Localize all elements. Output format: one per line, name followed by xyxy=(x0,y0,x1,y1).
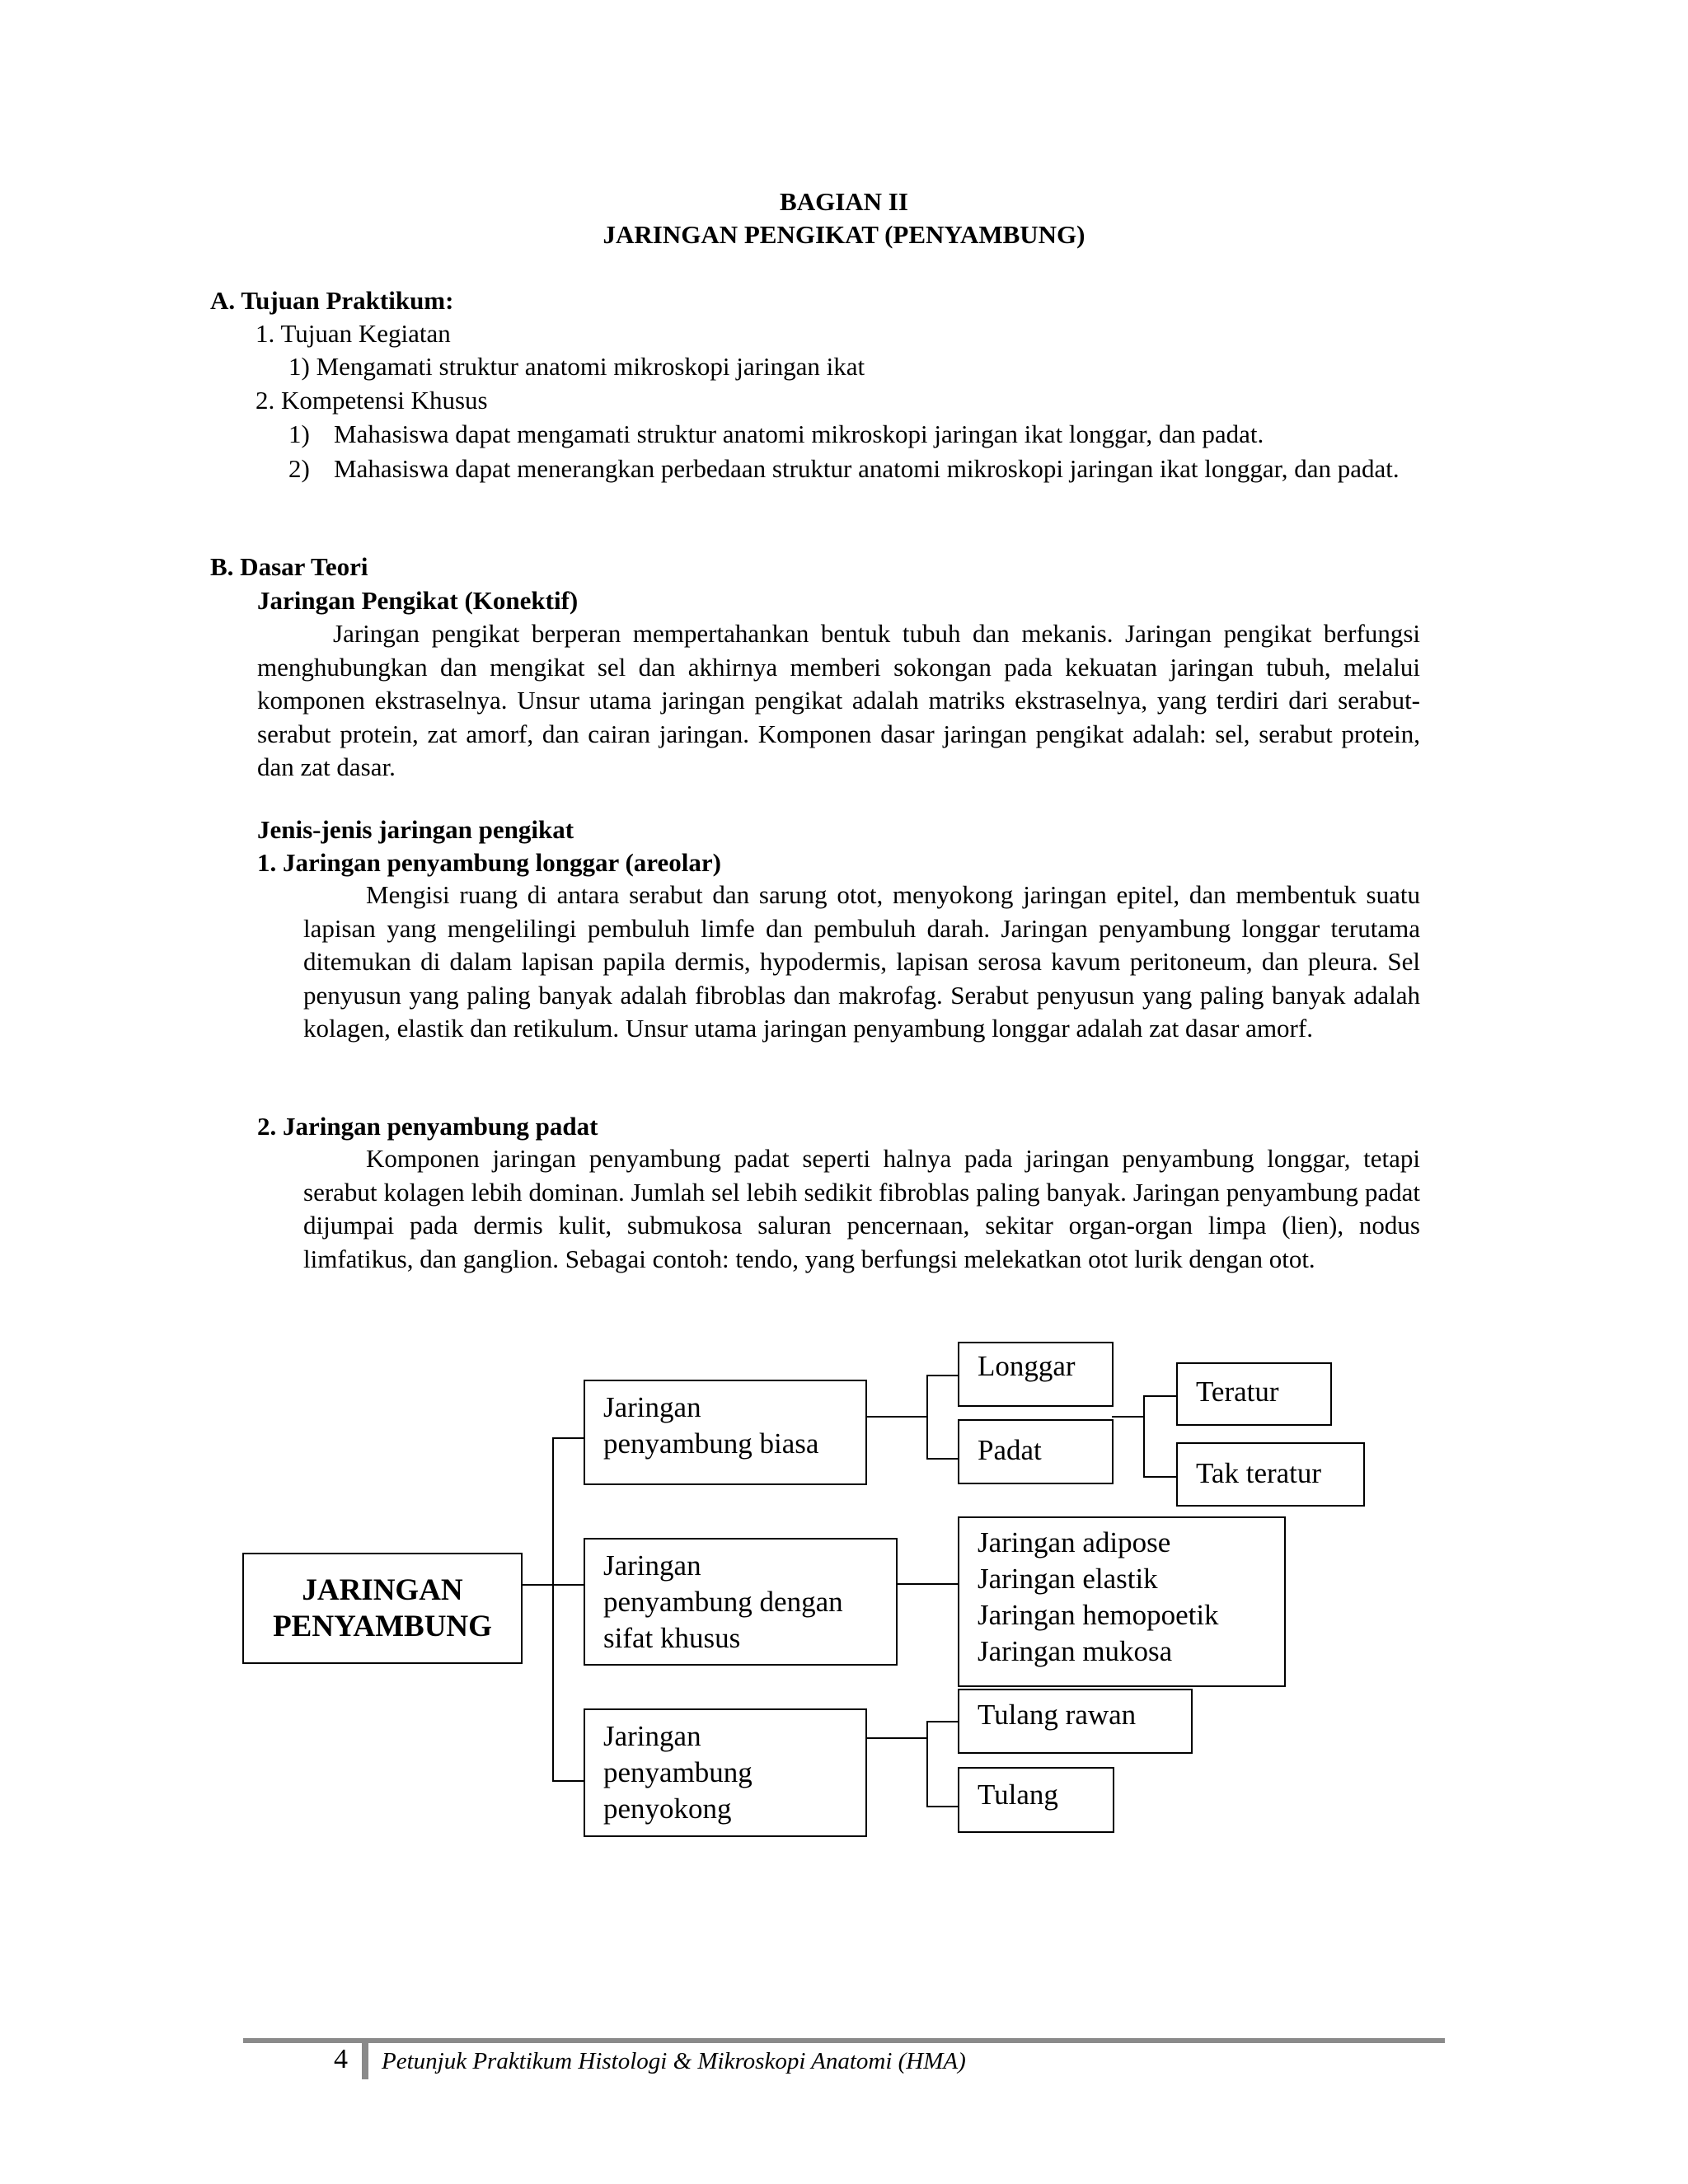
teratur-label: Teratur xyxy=(1196,1376,1279,1408)
longgar-paragraph: Mengisi ruang di antara serabut dan sarung otot, menyokong jaringan epitel, dan membentuk suatu lapisan yang mengelilingi pembuluh limfe dan pembuluh darah. Jaringan penyambung longgar terutama ditemukan di dalam lapisan papila dermis, hypodermis, lapisan serosa kavum peritoneum, dan pleura. Sel penyusun yang paling banyak adalah fibroblas dan makrofag. Serabut penyusun yang paling banyak adalah kolagen, elastik dan retikulum. Unsur utama jaringan penyambung longgar adalah zat dasar amorf. xyxy=(303,880,1420,1043)
tulang-rawan-label: Tulang rawan xyxy=(978,1699,1137,1731)
padat-label: Padat xyxy=(978,1434,1042,1466)
kompetensi-item-2-text: Mahasiswa dapat menerangkan perbedaan struktur anatomi mikroskopi jaringan ikat longgar, dan padat. xyxy=(334,454,1400,483)
biasa-box xyxy=(584,1380,867,1485)
khusus-list-box xyxy=(958,1516,1286,1687)
branch-teratur xyxy=(1143,1395,1176,1397)
konektif-paragraph: Jaringan pengikat berperan mempertahankan bentuk tubuh dan mekanis. Jaringan pengikat berfungsi menghubungkan dan mengikat sel dan akhirnya memberi sokongan pada kekuatan jaringan tubuh, melalui komponen ekstraselnya. Unsur utama jaringan pengikat adalah matriks ekstraselnya, yang terdiri dari serabut-serabut protein, zat amorf, dan cairan jaringan. Komponen dasar jaringan pengikat adalah: sel, serabut protein, dan zat dasar. xyxy=(257,619,1420,781)
kompetensi-item-1-text: Mahasiswa dapat mengamati struktur anatomi mikroskopi jaringan ikat longgar, dan padat. xyxy=(334,419,1264,448)
penyokong-connector xyxy=(865,1737,928,1739)
padat-box xyxy=(958,1419,1114,1484)
padat-paragraph: Komponen jaringan penyambung padat seperti halnya pada jaringan penyambung longgar, tetapi serabut kolagen lebih dominan. Jumlah sel lebih sedikit fibroblas paling banyak. Jaringan penyambung padat dijumpai pada dermis kulit, submukosa saluran pencernaan, sekitar organ-organ limpa (lien), nodus limfatikus, dan ganglion. Sebagai contoh: tendo, yang berfungsi melekatkan otot lurik dengan otot. xyxy=(303,1144,1420,1273)
tujuan-kegiatan-item-1: 1) Mengamati struktur anatomi mikroskopi jaringan ikat xyxy=(288,352,865,381)
kompetensi-item-1-number: 1) xyxy=(288,419,310,448)
jenis-heading: Jenis-jenis jaringan pengikat xyxy=(257,815,574,844)
tujuan-kegiatan-label: 1. Tujuan Kegiatan xyxy=(256,319,451,348)
khusus-line-3: sifat khusus xyxy=(603,1622,741,1654)
page-number: 4 xyxy=(334,2044,348,2074)
longgar-box xyxy=(958,1342,1114,1407)
branch-tak-teratur xyxy=(1143,1476,1176,1478)
kompetensi-item-2-number: 2) xyxy=(288,454,310,483)
longgar-label: Longgar xyxy=(978,1350,1076,1382)
footer-title: Petunjuk Praktikum Histologi & Mikroskopi Anatomi (HMA) xyxy=(382,2048,966,2074)
khusus-line-1: Jaringan xyxy=(603,1549,701,1582)
tulang-rawan-box xyxy=(958,1689,1193,1754)
khusus-box xyxy=(584,1538,898,1666)
khusus-connector xyxy=(896,1583,958,1585)
branch-khusus xyxy=(552,1584,584,1586)
khusus-list-item: Jaringan elastik xyxy=(978,1563,1158,1595)
root-line-1: JARINGAN xyxy=(302,1572,463,1607)
tulang-box xyxy=(958,1767,1114,1833)
branch-tulang xyxy=(926,1806,958,1807)
khusus-list-item: Jaringan hemopoetik xyxy=(978,1599,1219,1631)
root-line-2: PENYAMBUNG xyxy=(273,1609,492,1643)
khusus-list-item: Jaringan adipose xyxy=(978,1526,1171,1558)
longgar-heading: 1. Jaringan penyambung longgar (areolar) xyxy=(257,848,721,877)
teratur-box xyxy=(1176,1362,1332,1426)
root-connector xyxy=(521,1584,554,1586)
footer-rule xyxy=(243,2038,1445,2043)
branch-padat xyxy=(926,1458,958,1460)
padat-heading: 2. Jaringan penyambung padat xyxy=(257,1112,598,1141)
page-title: JARINGAN PENGIKAT (PENYAMBUNG) xyxy=(603,220,1085,249)
padat-trunk xyxy=(1143,1395,1145,1478)
biasa-line-1: Jaringan xyxy=(603,1391,701,1423)
konektif-subheading: Jaringan Pengikat (Konektif) xyxy=(257,586,579,615)
penyokong-trunk xyxy=(926,1721,928,1807)
penyokong-line-3: penyokong xyxy=(603,1793,732,1825)
biasa-connector xyxy=(865,1416,928,1418)
tak-teratur-box xyxy=(1176,1442,1365,1507)
penyokong-line-2: penyambung xyxy=(603,1756,753,1788)
footer-separator xyxy=(362,2038,368,2079)
biasa-trunk xyxy=(926,1375,928,1460)
khusus-list-item: Jaringan mukosa xyxy=(978,1635,1173,1667)
branch-biasa xyxy=(552,1437,584,1439)
penyokong-box xyxy=(584,1708,867,1837)
branch-longgar xyxy=(926,1375,958,1376)
kompetensi-item-2 xyxy=(288,452,1420,486)
branch-tulang-rawan xyxy=(926,1721,958,1722)
tak-teratur-label: Tak teratur xyxy=(1196,1457,1322,1489)
tulang-label: Tulang xyxy=(978,1779,1058,1811)
root-trunk xyxy=(552,1437,554,1782)
root-box xyxy=(242,1553,523,1664)
branch-penyokong xyxy=(552,1780,584,1782)
penyokong-line-1: Jaringan xyxy=(603,1720,701,1752)
section-b-heading: B. Dasar Teori xyxy=(210,552,368,581)
khusus-line-2: penyambung dengan xyxy=(603,1586,843,1618)
kompetensi-khusus-label: 2. Kompetensi Khusus xyxy=(256,386,488,415)
kompetensi-item-1 xyxy=(288,418,1420,452)
section-a-heading: A. Tujuan Praktikum: xyxy=(210,286,454,315)
biasa-line-2: penyambung biasa xyxy=(603,1427,819,1460)
part-label: BAGIAN II xyxy=(780,187,908,216)
padat-connector xyxy=(1112,1416,1145,1418)
